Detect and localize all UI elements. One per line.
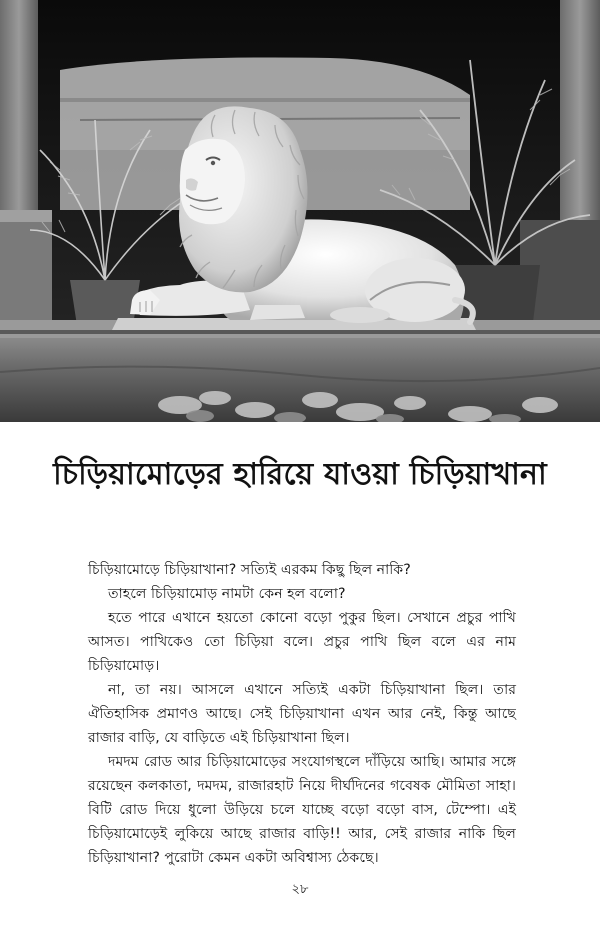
lion-statue-photo bbox=[0, 0, 600, 422]
paragraph: চিড়িয়ামোড়ে চিড়িয়াখানা? সত্যিই এরকম কিছু ছিল নাকি? bbox=[88, 562, 411, 578]
paragraph: না, তা নয়। আসলে এখানে সত্যিই একটা চিড়িয়াখানা ছিল। তার ঐতিহাসিক প্রমাণও আছে। সেই চিড়িয়াখানা এখন আর নেই, কিন্তু আছে রাজার বাড়ি, যে বাড়িতে এই চিড়িয়াখানা ছিল। bbox=[88, 682, 516, 746]
chapter-title: চিড়িয়ামোড়ের হারিয়ে যাওয়া চিড়িয়াখানা bbox=[53, 457, 547, 492]
paragraph: দমদম রোড আর চিড়িয়ামোড়ের সংযোগস্থলে দাঁড়িয়ে আছি। আমার সঙ্গে রয়েছেন কলকাতা, দমদম, রাজারহাট নিয়ে দীর্ঘদিনের গবেষক মৌমিতা সাহা। বিটি রোড দিয়ে ধুলো উড়িয়ে চলে যাচ্ছে বড়ো বড়ো বাস, টেম্পো। এই চিড়িয়ামোড়েই লুকিয়ে আছে রাজার বাড়ি!! আর, সেই রাজার নাকি ছিল চিড়িয়াখানা? পুরোটা কেমন একটা অবিশ্বাস্য ঠেকছে। bbox=[88, 754, 516, 866]
paragraph: তাহলে চিড়িয়ামোড় নামটা কেন হল বলো? bbox=[108, 586, 346, 602]
article-body bbox=[88, 558, 516, 870]
page-number: ২৮ bbox=[291, 882, 309, 897]
paragraph: হতে পারে এখানে হয়তো কোনো বড়ো পুকুর ছিল। সেখানে প্রচুর পাখি আসত। পাখিকেও তো চিড়িয়া বলে। প্রচুর পাখি ছিল বলে এর নাম চিড়িয়ামোড়। bbox=[88, 610, 516, 674]
